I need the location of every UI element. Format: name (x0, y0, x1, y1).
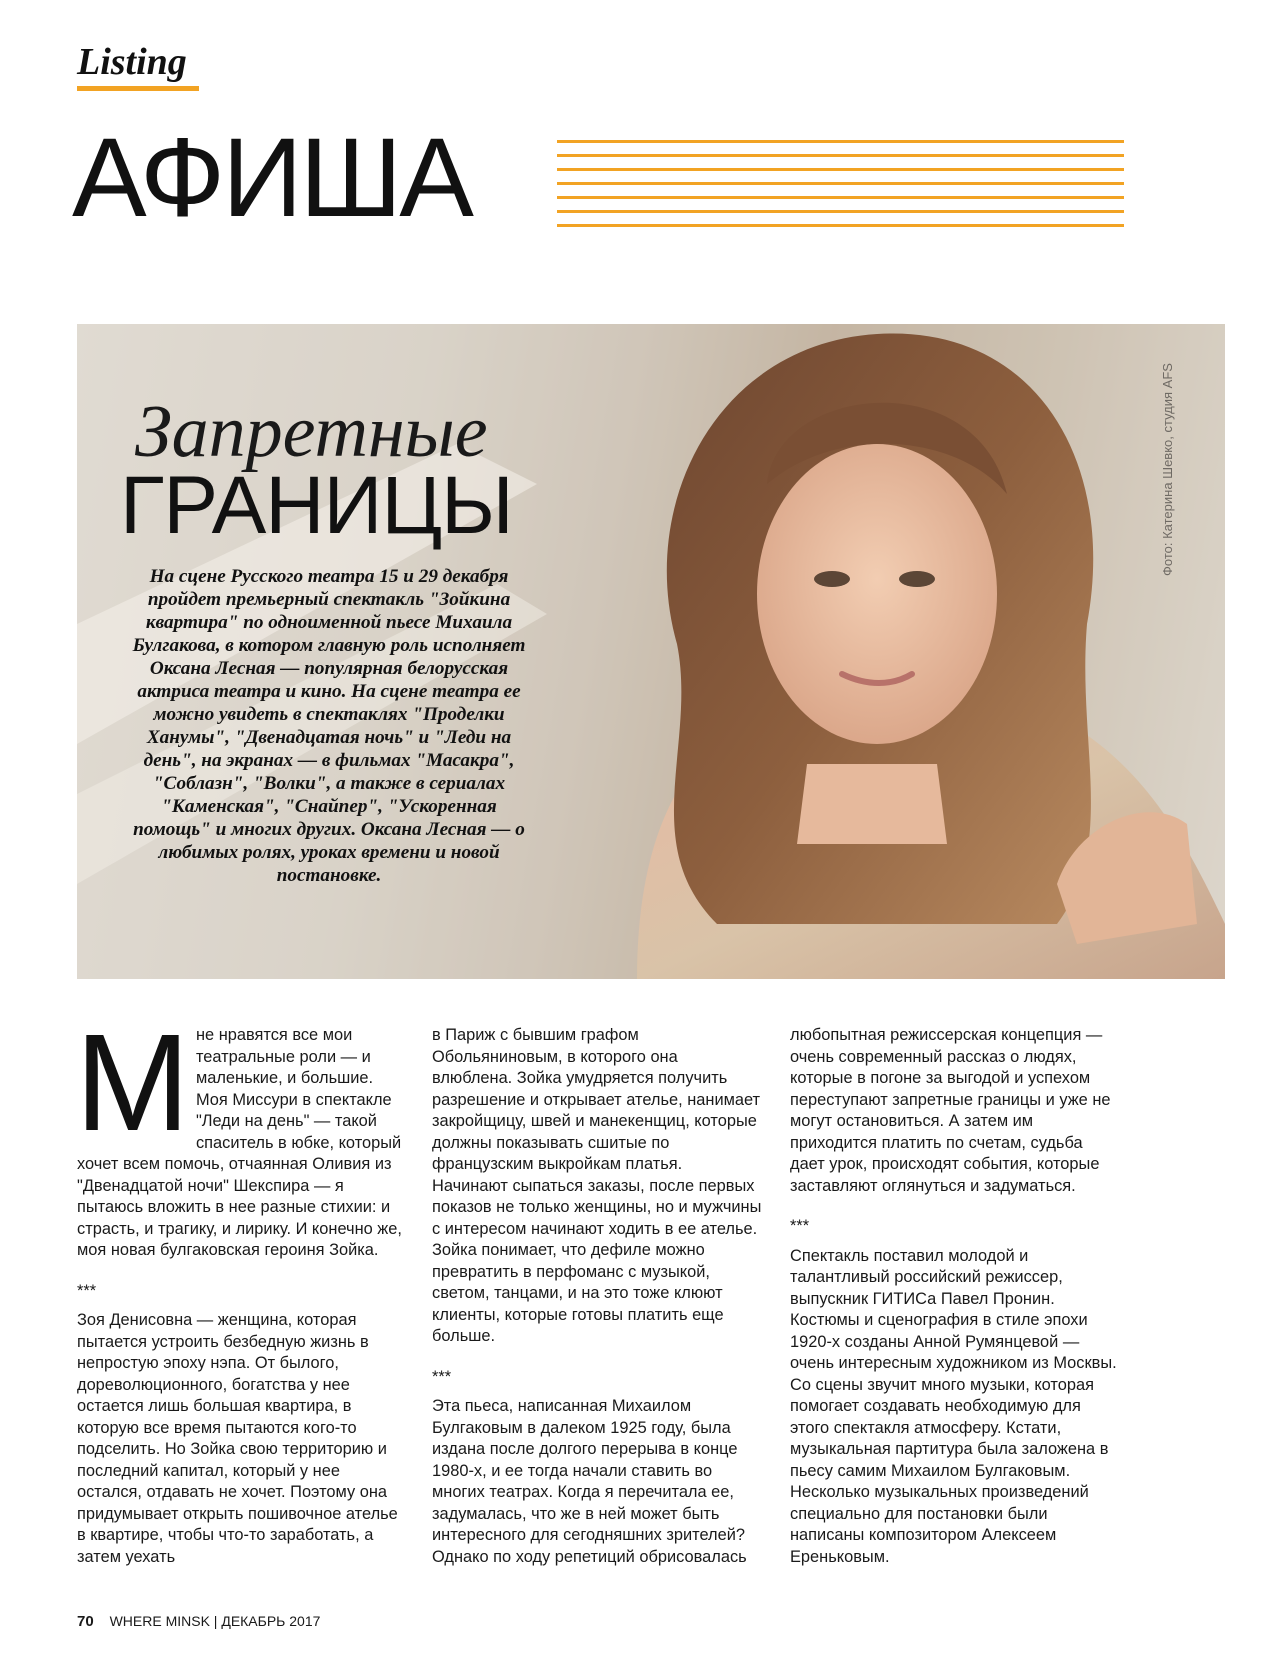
footer-publication: WHERE MINSK | ДЕКАБРЬ 2017 (109, 1613, 321, 1629)
page-footer (77, 1613, 320, 1630)
article-column-2 (432, 1025, 762, 1568)
decorative-stripes (557, 140, 1124, 238)
page-heading: АФИША (72, 115, 471, 240)
section-separator: *** (432, 1367, 452, 1386)
drop-cap: М (75, 1006, 190, 1160)
article-column-3 (790, 1025, 1120, 1568)
article-paragraph: любопытная режиссерская концепция — очень современный рассказ о людях, которые в погоне за выгодой и успехом переступают запретные границы и уже не могут остановиться. А затем им приходится платить по счетам, судьба дает урок, происходят события, которые заставляют оглянуться и задуматься. (790, 1026, 1111, 1195)
hero-title-line2: ГРАНИЦЫ (120, 460, 513, 551)
article-paragraph: не нравятся все мои театральные роли — и маленькие, и большие. Моя Миссури в спектакле "Леди на день" — такой спаситель в юбке, который хочет всем помочь, отчаянная Оливия из "Двенадцатой ночи" Шекспира — я пытаюсь вложить в нее разные стихии: и страсть, и трагику, и лирику. И конечно же, моя новая булгаковская героиня Зойка. (77, 1026, 402, 1259)
section-separator: *** (77, 1281, 97, 1300)
section-separator: *** (790, 1217, 810, 1235)
article-paragraph: Зоя Денисовна — женщина, которая пытается устроить безбедную жизнь в непростую эпоху нэпа. От былого, дореволюционного, богатства у нее остается лишь большая квартира, в которую все время пытаются кого-то подселить. Но Зойка свою территорию и последний капитал, который у нее остался, отдавать не хочет. Поэтому она придумывает открыть пошивочное ателье в квартире, чтобы что-то заработать, а затем уехать (77, 1311, 398, 1566)
section-tag-underline (77, 86, 199, 91)
hero-title-line1: Запретные (135, 391, 488, 473)
article-paragraph: Спектакль поставил молодой и талантливый российский режиссер, выпускник ГИТИСа Павел Пронин. Костюмы и сценография в стиле эпохи 1920-х созданы Анной Румянцевой — очень интересным художником из Москвы. Со сцены звучит много музыки, которая помогает создавать необходимую для этого спектакля атмосферу. Кстати, музыкальная партитура была заложена в пьесу самим Михаилом Булгаковым. Несколько музыкальных произведений специально для постановки были написаны композитором Алексеем Ереньковым. (790, 1246, 1117, 1566)
article-column-1 (75, 1006, 407, 1568)
hero-lead-paragraph: На сцене Русского театра 15 и 29 декабря пройдет премьерный спектакль "Зойкина квартира" по одноименной пьесе Михаила Булгакова, в котором главную роль исполняет Оксана Лесная — популярная белорусская актриса театра и кино. На сцене театра ее можно увидеть в спектаклях "Проделки Ханумы", "Двенадцатая ночь" и "Леди на день", на экранах — в фильмах "Масакра", "Соблазн", "Волки", а также в сериалах "Каменская", "Снайпер", "Ускоренная помощь" и многих других. Оксана Лесная — о любимых ролях, уроках времени и новой постановке. (132, 566, 526, 886)
article-paragraph: Эта пьеса, написанная Михаилом Булгаковым в далеком 1925 году, была издана после долгого перерыва в конце 1980-х, и ее тогда начали ставить во многих театрах. Когда я перечитала ее, задумалась, что же в ней может быть интересного для сегодняшних зрителей? Однако по ходу репетиций обрисовалась (432, 1397, 747, 1566)
section-tag: Listing (77, 41, 187, 83)
photo-credit: Фото: Катерина Шевко, студия AFS (1160, 363, 1175, 576)
article-paragraph: в Париж с бывшим графом Обольяниновым, в которого она влюблена. Зойка умудряется получить разрешение и открывает ателье, нанимает закройщицу, швей и манекенщиц, которые должны показывать сшитые по французским выкройкам платья. Начинают сыпаться заказы, после первых показов не только женщины, но и мужчины с интересом начинают ходить в ее ателье. Зойка понимает, что дефиле можно превратить в перфоманс с музыкой, светом, танцами, и на это тоже клюют клиенты, которые готовы платить еще больше. (432, 1026, 762, 1345)
page-number: 70 (77, 1613, 94, 1630)
